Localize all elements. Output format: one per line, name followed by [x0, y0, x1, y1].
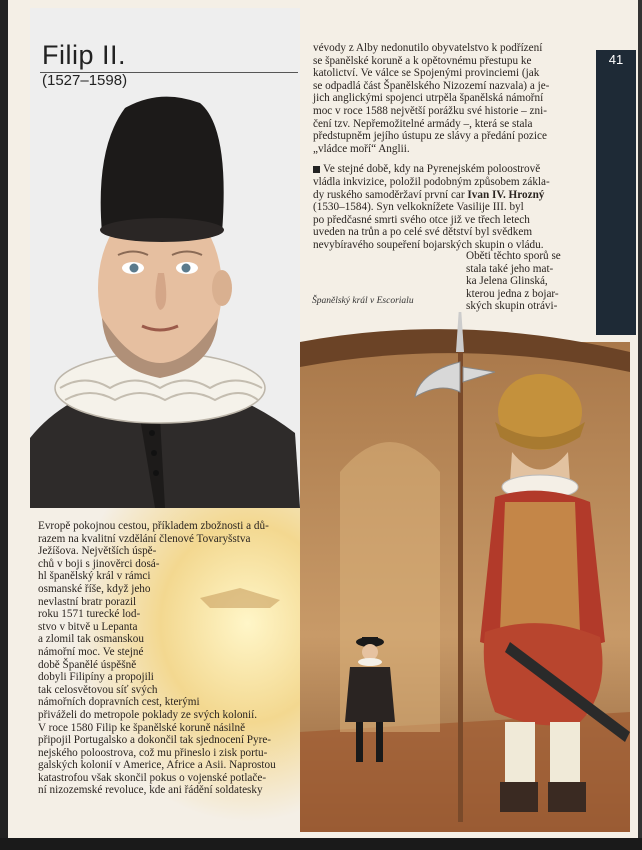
- text-line: Oběti těchto sporů se: [466, 250, 561, 262]
- text-line: Evropě pokojnou cestou, příkladem zbožnosti a dů-: [38, 520, 269, 532]
- text-line: galských kolonií v Americe, Africe a Asii. Naprostou: [38, 759, 276, 772]
- text-line: (1530–1584). Syn velkoknížete Vasilije III. byl: [313, 201, 524, 214]
- text-line: přiváželi do metropole poklady ze svých kolonií.: [38, 708, 258, 721]
- text-line: roku 1571 turecké lod-: [38, 608, 141, 621]
- page-edge-left: [0, 0, 8, 850]
- page-number-tab: [596, 50, 636, 335]
- text-line: katastrofou však skončil pokus o vojenské potlače-: [38, 771, 267, 784]
- text-line: katolictví. Ve válce se Spojenými provinciemi (jak: [313, 67, 540, 80]
- text-line: ka Jelena Glinská,: [466, 275, 548, 288]
- text-line: Ježíšova. Největších úspě-: [38, 545, 157, 558]
- text-line: ských skupin otrávi-: [466, 300, 558, 313]
- text-line: se odpadlá část Španělského Nizozemí nazvala) a je-: [313, 79, 550, 92]
- bottom-column-text: [38, 520, 298, 797]
- text-line: Ve stejné době, kdy na Pyrenejském poloostrově: [313, 163, 593, 176]
- text-line: vévody z Alby nedonutilo obyvatelstvo k podřízení: [313, 42, 543, 54]
- text-line: osmanské říše, když jeho: [38, 582, 151, 595]
- text-line: kterou jedna z bojar-: [466, 287, 559, 300]
- text-line: vládla inkvizice, položil podobným způsobem zákla-: [313, 175, 550, 188]
- text-line: době Španělé úspěšně: [38, 658, 137, 671]
- text-line: námořních dopravních cest, kterými: [38, 696, 200, 709]
- text-line: moc v roce 1588 největší porážku své historie – zni-: [313, 104, 547, 117]
- page-edge-right: [638, 0, 642, 850]
- text-line: hl španělský král v rámci: [38, 570, 151, 583]
- text-line: jich anglickými spojenci utrpěla španělská námořní: [313, 92, 544, 105]
- text-line: tak celosvětovou síť svých: [38, 683, 158, 696]
- text-line: nevybíravého soupeření bojarských skupin o vládu.: [313, 238, 544, 251]
- text-line: chů v boji s jinověrci dosá-: [38, 557, 160, 570]
- ivan-name: Ivan IV. Hrozný: [467, 188, 545, 201]
- escorial-illustration: [300, 312, 630, 832]
- text-line: čení tzv. Nepřemožitelné armády –, která se stala: [313, 117, 533, 130]
- text-line: dobyli Filipíny a propojili: [38, 671, 154, 684]
- page-edge-bottom: [0, 838, 642, 850]
- paragraph-2-tail: [466, 250, 596, 313]
- text-line: V roce 1580 Filip ke španělské koruně násilně: [38, 721, 246, 734]
- text-line: předstupněm jejího ústupu ze slávy a předání pozice: [313, 130, 547, 143]
- text-line: a zlomil tak osmanskou: [38, 633, 144, 646]
- text-line: se španělské koruně a k opětovnému přestupu ke: [313, 54, 532, 67]
- text-line: připojil Portugalsko a dokončil tak sjednocení Pyre-: [38, 734, 272, 747]
- illustration-caption: Španělský král v Escorialu: [312, 296, 414, 306]
- life-dates: (1527–1598): [42, 72, 128, 89]
- text-line: razem na kvalitní vzdělání členové Tovaryšstva: [38, 532, 251, 545]
- text-line: námořní moc. Ve stejné: [38, 645, 144, 658]
- bullet-icon: [313, 166, 320, 173]
- text-line: uveden na trůn a po celé své dětství byl svědkem: [313, 226, 533, 239]
- text-line: stala také jeho mat-: [466, 262, 554, 275]
- page-title: Filip II.: [42, 40, 127, 70]
- paragraph-1: [313, 42, 593, 155]
- text-line: „vládce moří“ Anglii.: [313, 142, 410, 155]
- text-line: dy ruského samoděržaví první car Ivan IV. Hrozný: [313, 188, 545, 201]
- portrait-philip-ii: [30, 88, 300, 508]
- right-column-text: [313, 42, 593, 252]
- paragraph-2: [313, 163, 593, 251]
- text-line: stvo v bitvě u Lepanta: [38, 620, 138, 633]
- text-line: nevlastní bratr porazil: [38, 595, 137, 608]
- text-line: ní nizozemské revoluce, kde ani řádění soldatesky: [38, 784, 263, 797]
- page-number: 41: [608, 52, 624, 67]
- text-line: nejského poloostrova, což mu přineslo i zisk portu-: [38, 746, 268, 759]
- text-line: po předčasné smrti svého otce již ve třech letech: [313, 213, 530, 226]
